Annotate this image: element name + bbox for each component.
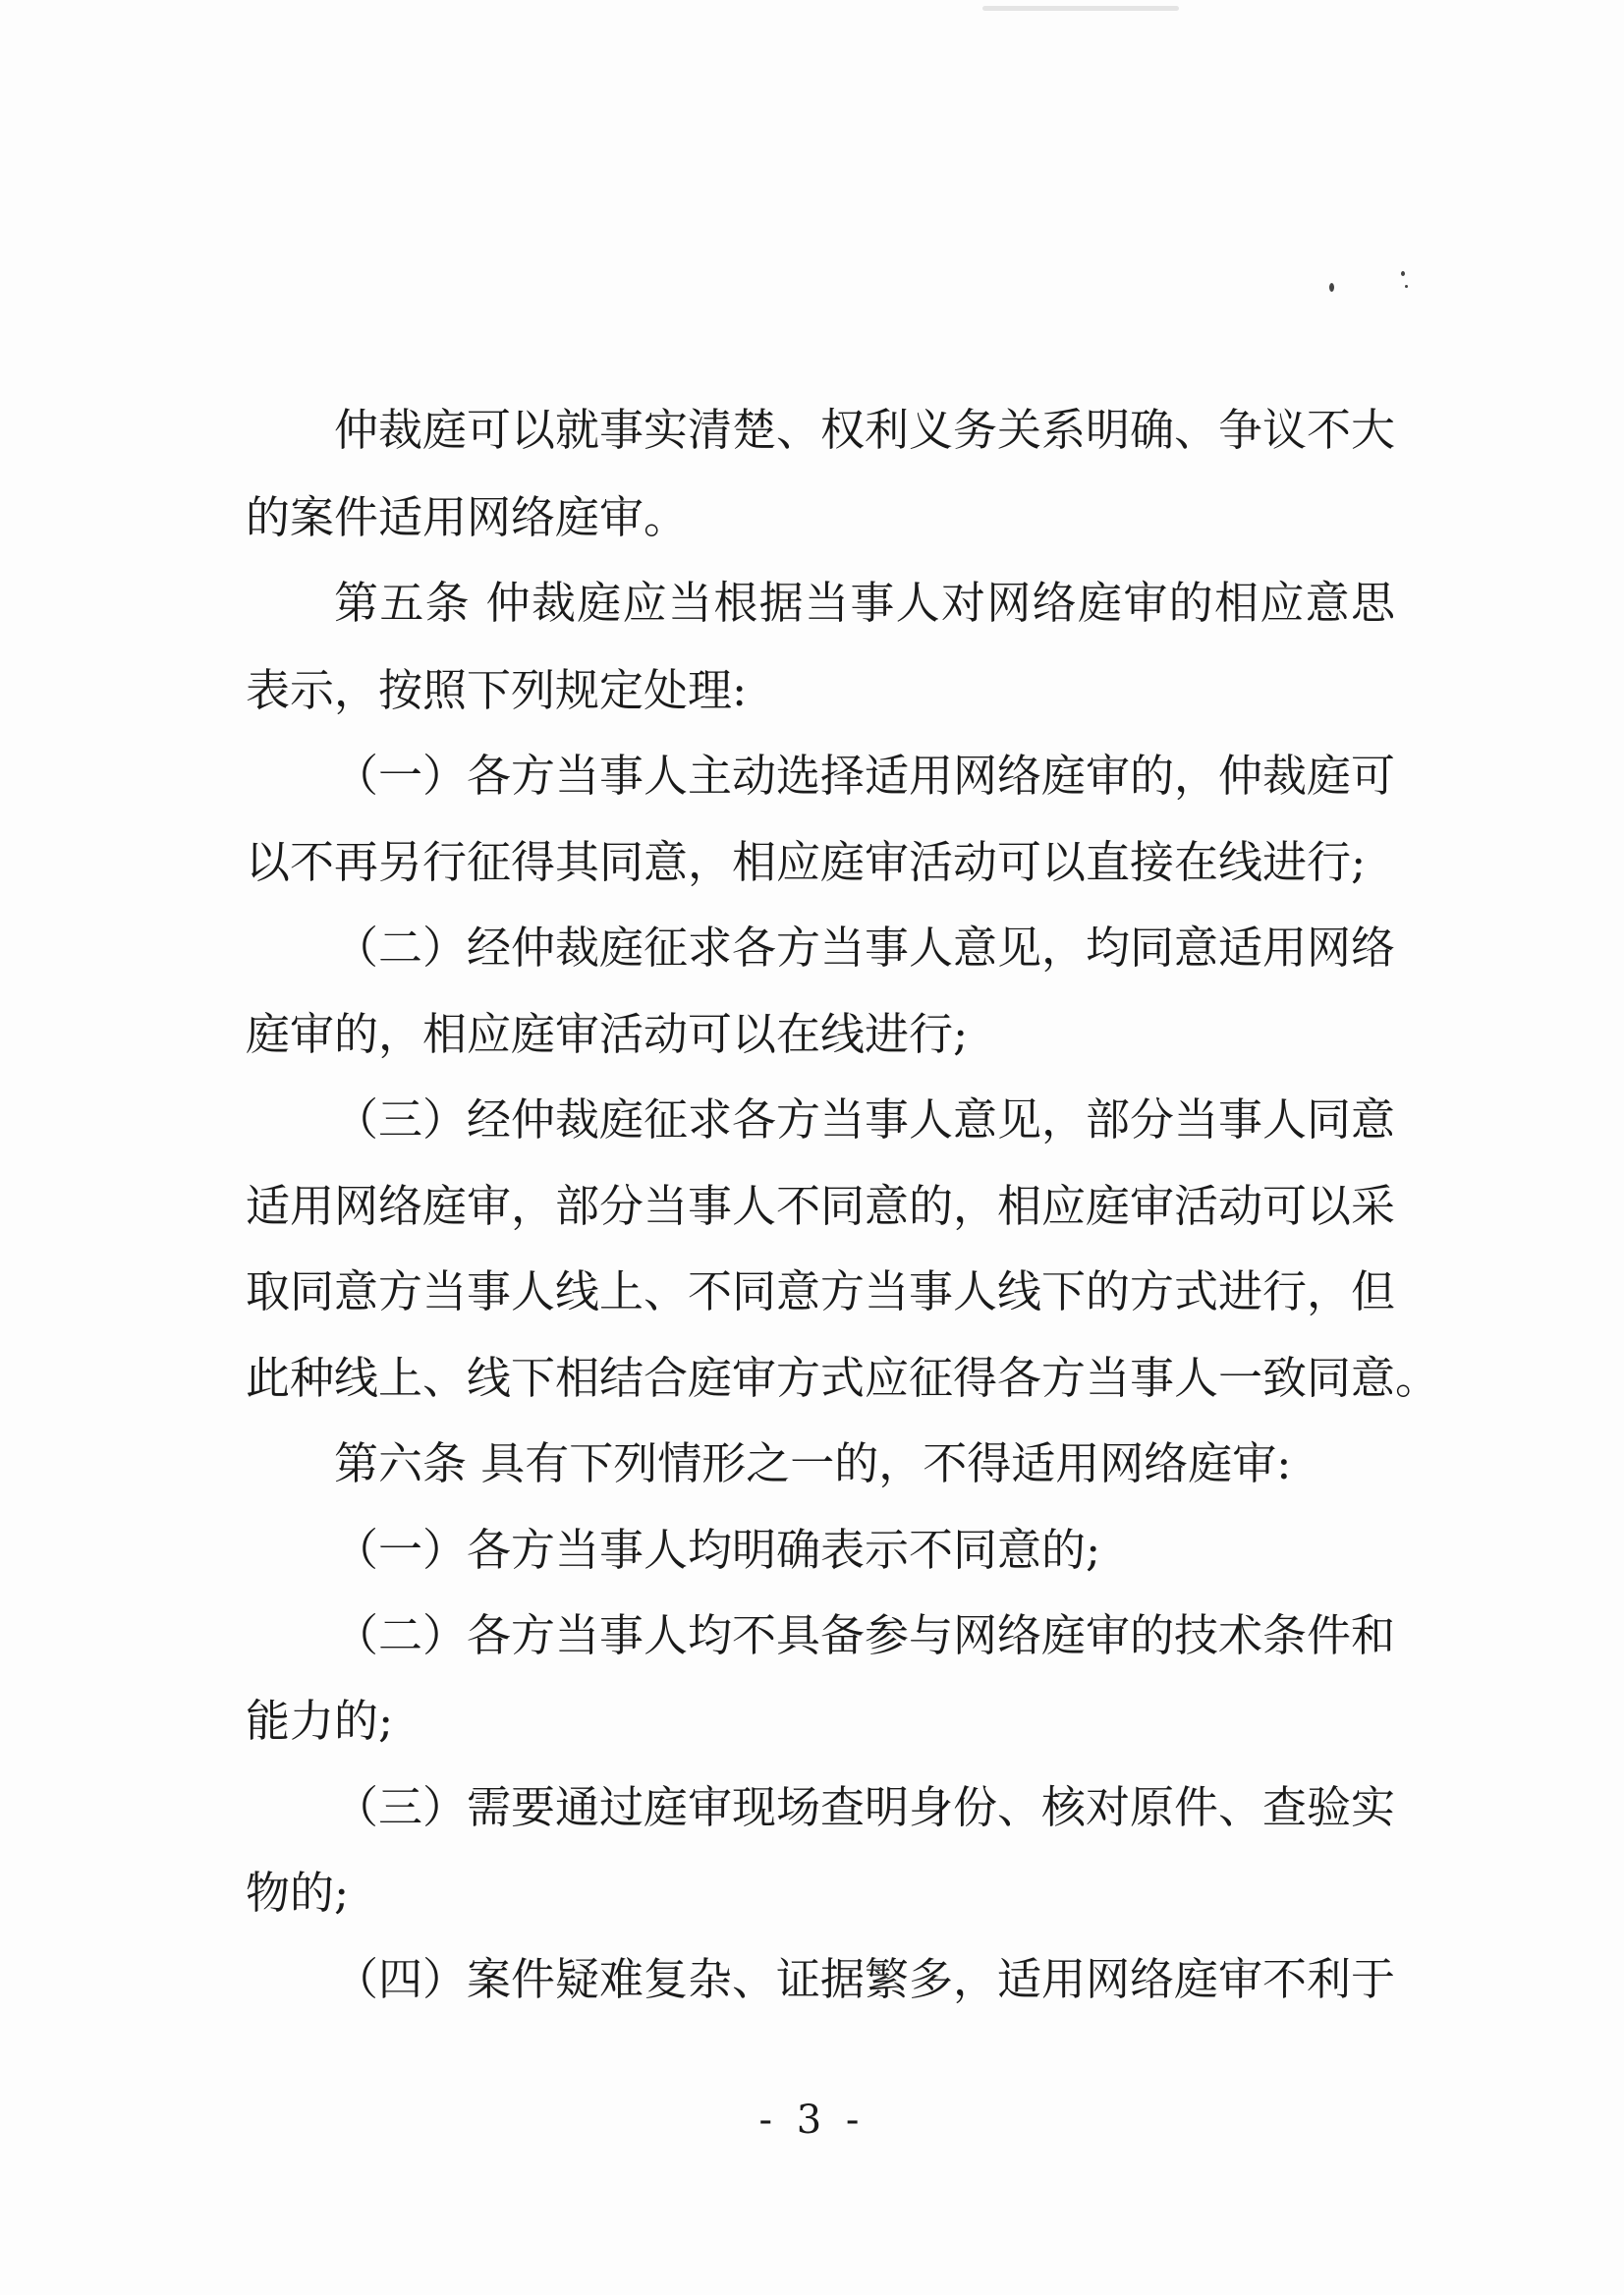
list-item-line: （三）需要通过庭审现场查明身份、核对原件、查验实 bbox=[334, 1781, 1396, 1833]
article-heading-line: 第六条 具有下列情形之一的，不得适用网络庭审: bbox=[334, 1437, 1292, 1489]
scan-speck bbox=[1405, 285, 1408, 288]
list-item-line: 物的; bbox=[246, 1867, 350, 1919]
list-item-line: （二）经仲裁庭征求各方当事人意见，均同意适用网络 bbox=[334, 922, 1396, 974]
list-item-line: 以不再另行征得其同意，相应庭审活动可以直接在线进行; bbox=[246, 836, 1367, 888]
list-item-line: （一）各方当事人主动选择适用网络庭审的，仲裁庭可 bbox=[334, 750, 1396, 802]
list-item-line: 庭审的，相应庭审活动可以在线进行; bbox=[246, 1008, 969, 1060]
page-number: - 3 - bbox=[758, 2098, 866, 2143]
scan-speck bbox=[1329, 283, 1334, 292]
list-item-line: （一）各方当事人均明确表示不同意的; bbox=[334, 1524, 1101, 1576]
paragraph-line: 的案件适用网络庭审。 bbox=[246, 491, 689, 543]
paragraph-line: 表示，按照下列规定处理: bbox=[246, 664, 748, 716]
list-item-line: 适用网络庭审，部分当事人不同意的，相应庭审活动可以采 bbox=[246, 1180, 1396, 1232]
article-heading-line: 第五条 仲裁庭应当根据当事人对网络庭审的相应意思 bbox=[334, 577, 1395, 629]
scan-speck bbox=[1401, 271, 1405, 276]
list-item-line: 能力的; bbox=[246, 1695, 394, 1747]
list-item-line: （二）各方当事人均不具备参与网络庭审的技术条件和 bbox=[334, 1609, 1396, 1661]
list-item-line: 取同意方当事人线上、不同意方当事人线下的方式进行，但 bbox=[246, 1265, 1396, 1317]
scan-artifact-top bbox=[982, 6, 1179, 11]
list-item-line: （三）经仲裁庭征求各方当事人意见，部分当事人同意 bbox=[334, 1093, 1396, 1146]
list-item-line: 此种线上、线下相结合庭审方式应征得各方当事人一致同意。 bbox=[246, 1352, 1440, 1404]
paragraph-line: 仲裁庭可以就事实清楚、权利义务关系明确、争议不大 bbox=[334, 404, 1396, 456]
list-item-line: （四）案件疑难复杂、证据繁多，适用网络庭审不利于 bbox=[334, 1953, 1396, 2005]
